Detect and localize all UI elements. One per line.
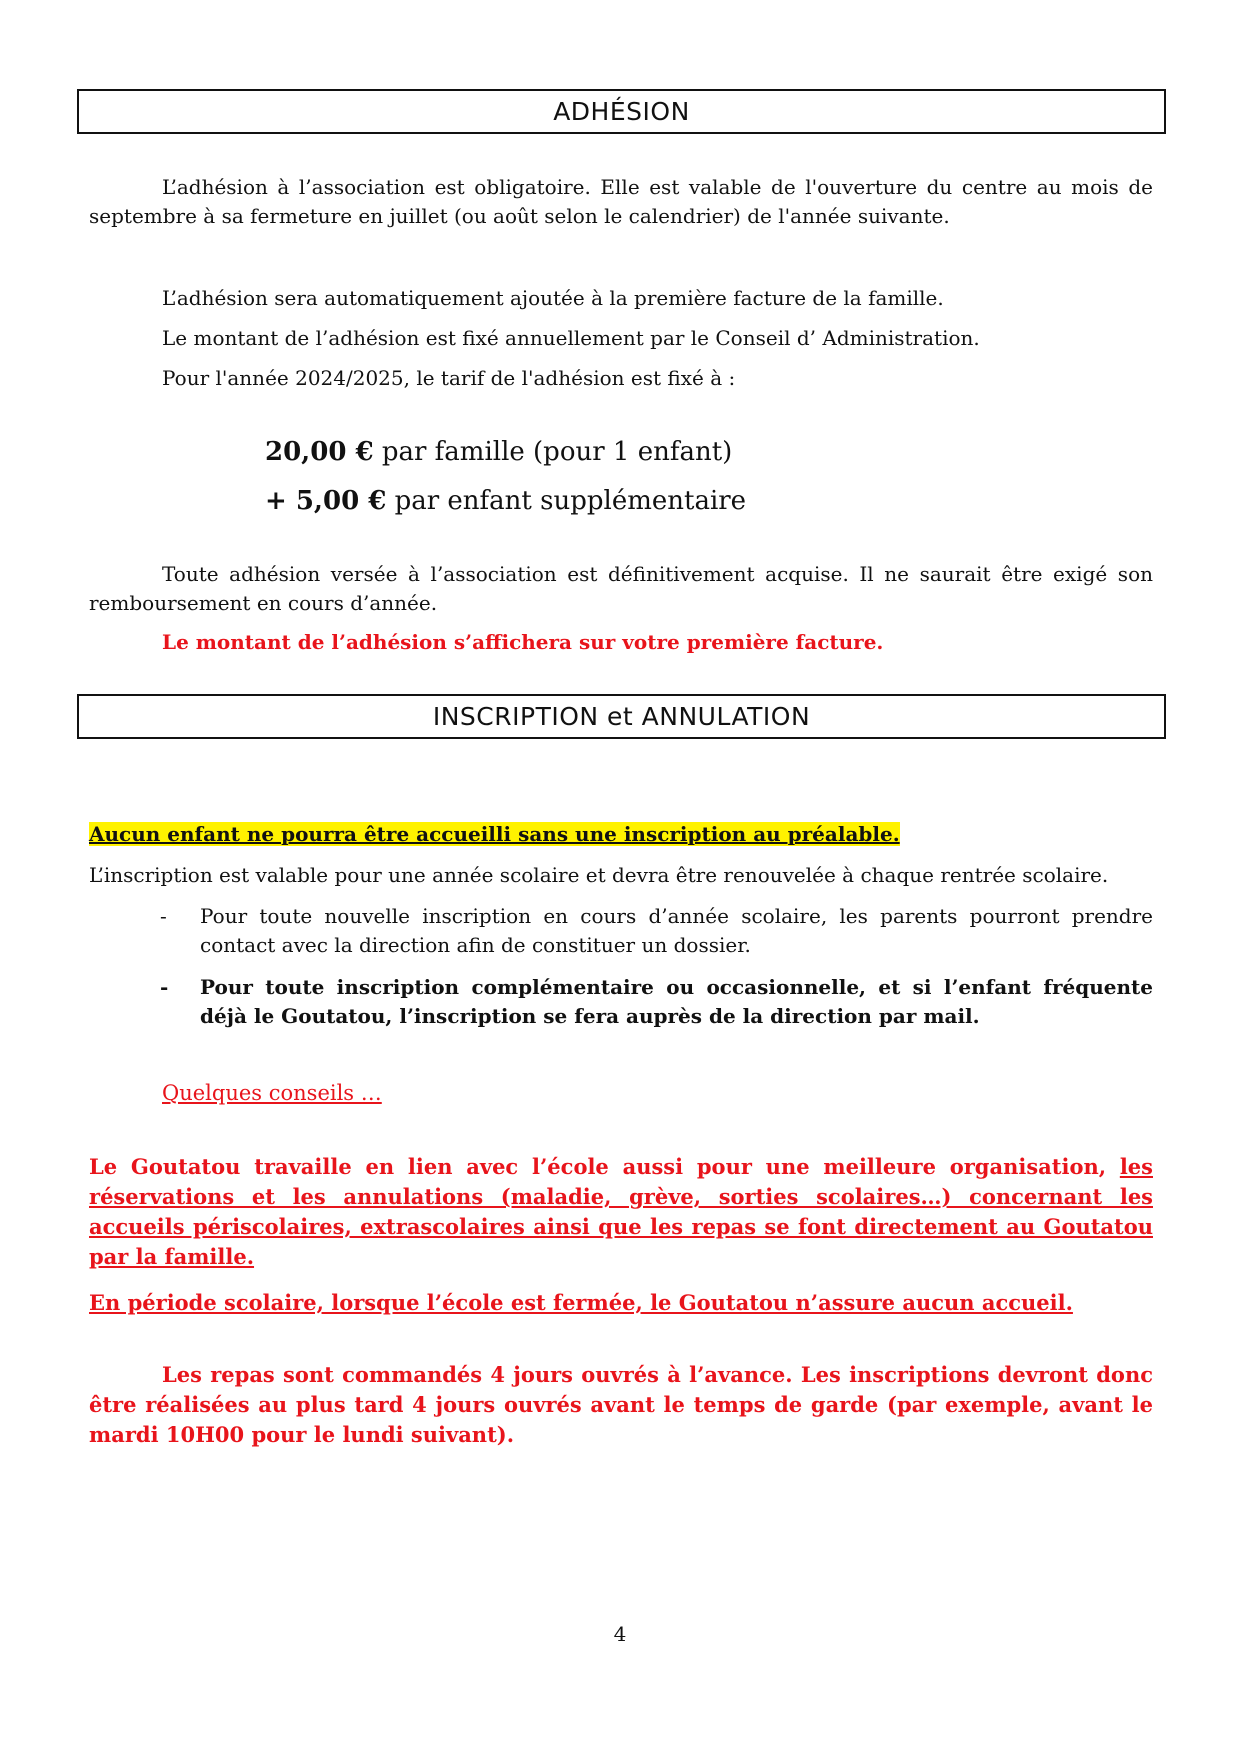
conseil-paragraph-1 xyxy=(89,1152,1153,1272)
inscription-required-notice xyxy=(89,820,1153,849)
bullet-text: Pour toute nouvelle inscription en cours d’année scolaire, les parents pourront prendre contact avec la direction afin de constituer un dossier. xyxy=(200,904,1153,957)
bullet-item-new-inscription xyxy=(160,902,1153,960)
section-title-adhesion: ADHÉSION xyxy=(77,89,1166,134)
price-extra-amount: + 5,00 € xyxy=(265,486,387,516)
bullet-dash: - xyxy=(160,904,167,928)
highlighted-text: Aucun enfant ne pourra être accueilli sans une inscription au préalable. xyxy=(89,822,900,846)
price-extra-label: par enfant supplémentaire xyxy=(386,486,747,516)
adhesion-paragraph-5: Toute adhésion versée à l’association est définitivement acquise. Il ne saurait être exigé son remboursement en cours d’année. xyxy=(89,562,1153,615)
bullet-text: Pour toute inscription complémentaire ou occasionnelle, et si l’enfant fréquente déjà le Goutatou, l’inscription se fera auprès de la direction par mail. xyxy=(200,975,1153,1028)
adhesion-paragraph-2: L’adhésion sera automatiquement ajoutée à la première facture de la famille. xyxy=(162,286,944,310)
adhesion-paragraph-1: L’adhésion à l’association est obligatoire. Elle est valable de l'ouverture du centre au mois de septembre à sa fermeture en juillet (ou août selon le calendrier) de l'année suivante. xyxy=(89,175,1153,228)
inscription-paragraph-1: L’inscription est valable pour une année scolaire et devra être renouvelée à chaque rentrée scolaire. xyxy=(89,863,1109,887)
conseils-heading: Quelques conseils … xyxy=(162,1081,382,1105)
bullet-item-complementary-inscription xyxy=(160,973,1153,1031)
price-family-label: par famille (pour 1 enfant) xyxy=(373,437,733,467)
conseil-paragraph-3: Les repas sont commandés 4 jours ouvrés à l’avance. Les inscriptions devront donc être réalisées au plus tard 4 jours ouvrés avant le temps de garde (par exemple, avant le mardi 10H00 pour le lundi suivant). xyxy=(89,1362,1153,1447)
conseil-1-intro: Le Goutatou travaille en lien avec l’école aussi pour une meilleure organisation, xyxy=(89,1154,1120,1179)
conseil-1-underlined: les réservations et les annulations (maladie, grève, sorties scolaires…) concernant les accueils périscolaires, extrascolaires ainsi que les repas se font directement au Goutatou par la famille. xyxy=(89,1154,1153,1269)
price-line-family xyxy=(265,434,1145,470)
page-number: 4 xyxy=(613,1622,627,1646)
adhesion-paragraph-4: Pour l'année 2024/2025, le tarif de l'adhésion est fixé à : xyxy=(162,366,736,390)
conseil-paragraph-2: En période scolaire, lorsque l’école est fermée, le Goutatou n’assure aucun accueil. xyxy=(89,1290,1073,1315)
price-family-amount: 20,00 € xyxy=(265,437,374,467)
adhesion-notice-red: Le montant de l’adhésion s’affichera sur votre première facture. xyxy=(162,630,884,654)
price-line-extra-child xyxy=(265,483,1145,519)
adhesion-paragraph-3: Le montant de l’adhésion est fixé annuellement par le Conseil d’ Administration. xyxy=(162,326,980,350)
bullet-dash: - xyxy=(160,975,169,999)
section-title-inscription: INSCRIPTION et ANNULATION xyxy=(77,694,1166,739)
